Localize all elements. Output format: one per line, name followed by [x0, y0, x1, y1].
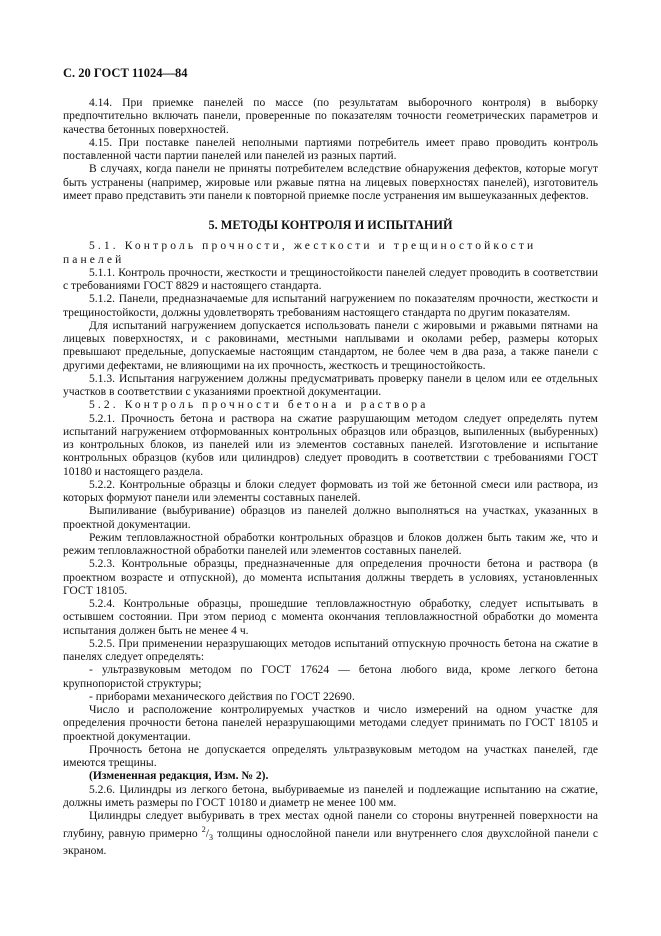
- amendment-note: (Измененная редакция, Изм. № 2).: [89, 770, 269, 783]
- section-title: 5. МЕТОДЫ КОНТРОЛЯ И ИСПЫТАНИЙ: [208, 218, 453, 232]
- paragraph: 5.2.6. Цилиндры из легкого бетона, выбуриваемые из панелей и подлежащие испытанию на сжатие, должны иметь размеры по ГОСТ 10180 и диаметр не менее 100 мм.: [63, 783, 598, 809]
- paragraph: 5.1.1. Контроль прочности, жесткости и трещиностойкости панелей следует проводить в соответствии с требованиями ГОСТ 8829 и настоящего стандарта.: [63, 266, 598, 292]
- paragraph: 5.1.3. Испытания нагружением должны предусматривать проверку панели в целом или ее отдельных участков в соответствии с указаниями проектной документации.: [63, 372, 598, 398]
- paragraph: Прочность бетона не допускается определять ультразвуковым методом на участках панелей, где имеются трещины.: [63, 743, 598, 769]
- list-item: - ультразвуковым методом по ГОСТ 17624 — бетона любого вида, кроме легкого бетона крупнопористой структуры;: [63, 664, 598, 690]
- paragraph: 5.2.5. При применении неразрушающих методов испытаний отпускную прочность бетона на сжатие в панелях следует определять:: [63, 637, 598, 663]
- paragraph: Режим тепловлажностной обработки контрольных образцов и блоков должен быть таким же, что и режим тепловлажностной обработки панелей или элементов составных панелей.: [63, 531, 598, 557]
- paragraph: 5.2.4. Контрольные образцы, прошедшие тепловлажностную обработку, следует испытывать в остывшем состоянии. При этом период с момента окончания тепловлажностной обработки до момента испытания должен быть не менее 4 ч.: [63, 598, 598, 637]
- fraction-numerator: 2: [201, 825, 206, 835]
- paragraph: 5.2.1. Прочность бетона и раствора на сжатие разрушающим методом следует определять путем испытаний нагружением отформованных контрольных образцов или образцов, выпиленных (выбуренных) из контрольных блоков, из панелей или из элементов составных панелей. Изготовление и испытание контрольных образцов (кубов или цилиндров) следует проводить в соответствии с требованиями ГОСТ 10180 и настоящего раздела.: [63, 412, 598, 478]
- paragraph: Число и расположение контролируемых участков и число измерений на одном участке для определения прочности бетона панелей неразрушающими методами следует принимать по ГОСТ 18105 и проектной документации.: [63, 704, 598, 743]
- paragraph: Цилиндры следует выбуривать в трех местах одной панели со стороны внутренней поверхности на глубину, равную примерно $^2/_3$ толщины однослойной панели или внутреннего слоя двухслойной панели с экраном.: [63, 810, 598, 857]
- subsection-title: 5.2. Контроль прочности бетона и раствора: [89, 399, 429, 412]
- text: толщины однослойной панели или внутреннего слоя двухслойной панели с экраном.: [63, 828, 598, 857]
- subsection-title: 5.1. Контроль прочности, жесткости и трещиностойкости панелей: [63, 240, 537, 266]
- list-item: - приборами механического действия по ГОСТ 22690.: [89, 690, 355, 703]
- paragraph: 5.2.2. Контрольные образцы и блоки следует формовать из той же бетонной смеси или раствора, из которых формуют панели или элементы составных панелей.: [63, 478, 598, 504]
- fraction-denominator: 3: [208, 833, 213, 843]
- paragraph: 5.1.2. Панели, предназначаемые для испытаний нагружением по показателям прочности, жесткости и трещиностойкости, должны удовлетворять требованиям настоящего стандарта по другим показателям.: [63, 293, 598, 319]
- paragraph: 4.14. При приемке панелей по массе (по результатам выборочного контроля) в выборку предпочтительно включать панели, проверенные по показателям точности геометрических параметров и качества бетонных поверхностей.: [63, 97, 598, 136]
- paragraph: В случаях, когда панели не приняты потребителем вследствие обнаружения дефектов, которые могут быть устранены (например, жировые или ржавые пятна на лицевых поверхностях панелей), изготовитель имеет право представить эти панели к повторной приемке после устранения им вышеуказанных дефектов.: [63, 163, 598, 202]
- page-header: С. 20 ГОСТ 11024—84: [63, 66, 188, 80]
- paragraph: Для испытаний нагружением допускается использовать панели с жировыми и ржавыми пятнами на лицевых поверхностях, и с раковинами, местными наплывами и околами ребер, размеры которых превышают предельные, допускаемые настоящим стандартом, не более чем в два раза, а также панели с другими дефектами, не влияющими на их прочность, жесткость и трещиностойкость.: [63, 319, 598, 372]
- document-body: [63, 97, 598, 858]
- paragraph: 5.2.3. Контрольные образцы, предназначенные для определения прочности бетона и раствора (в проектном возрасте и отпускной), до момента испытания должны твердеть в условиях, установленных ГОСТ 18105.: [63, 558, 598, 597]
- paragraph: 4.15. При поставке панелей неполными партиями потребитель имеет право проводить контроль поставленной части партии панелей или панелей из разных партий.: [63, 136, 598, 162]
- paragraph: Выпиливание (выбуривание) образцов из панелей должно выполняться на участках, указанных в проектной документации.: [63, 505, 598, 531]
- text: Цилиндры следует выбуривать в трех местах одной панели со стороны внутренней поверхности на глубину, равную примерно: [63, 810, 598, 841]
